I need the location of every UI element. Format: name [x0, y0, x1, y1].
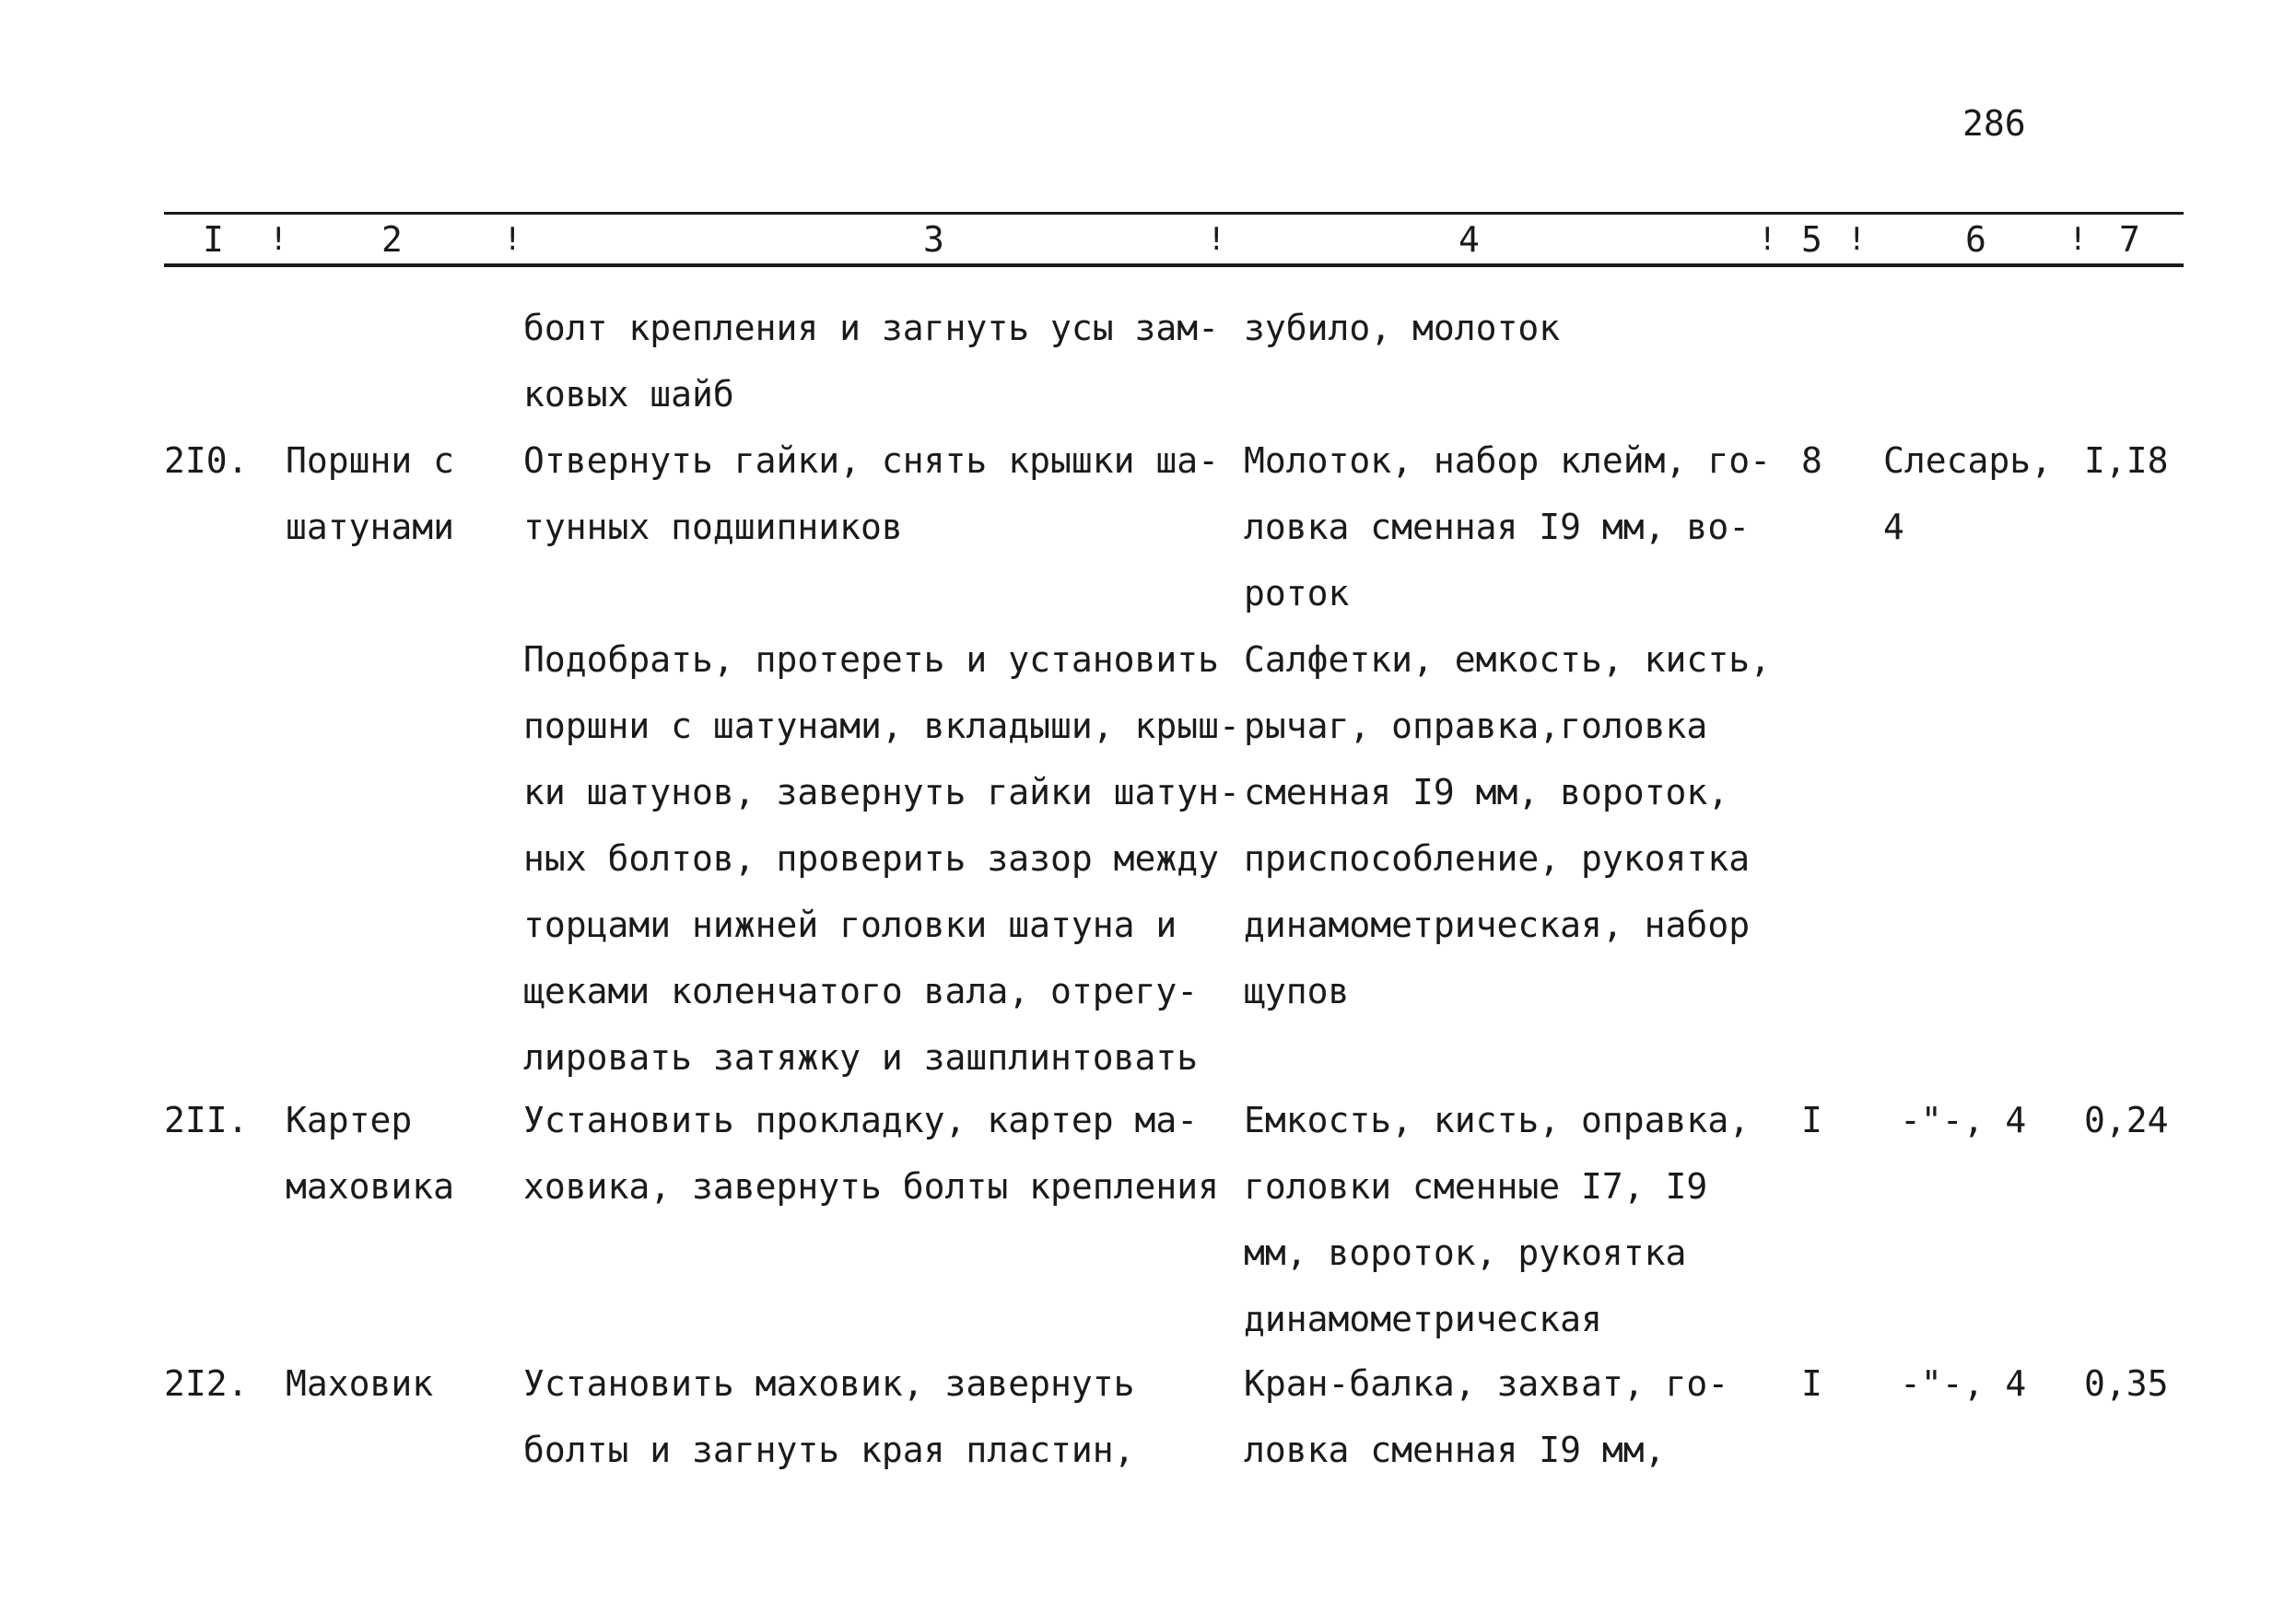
column-header-2: 2: [381, 219, 403, 260]
time-cell: I,I8: [2084, 440, 2169, 481]
time-cell: 0,35: [2084, 1363, 2169, 1404]
tools-cell: Кран-балка, захват, го- ловка сменная I9 мм,: [1244, 1363, 1729, 1470]
worker-cell: Слесарь, 4: [1883, 440, 2053, 547]
operation-cell: Установить маховик, завернуть болты и загнуть края пластин,: [523, 1363, 1135, 1470]
time-cell: 0,24: [2084, 1100, 2169, 1140]
operation-cell: Установить прокладку, картер ма- ховика, завернуть болты крепления: [523, 1100, 1219, 1207]
operation-cell: болт крепления и загнуть усы зам- ковых шайб: [523, 308, 1219, 415]
part-name-cell: Маховик: [286, 1363, 434, 1404]
column-separator: !: [503, 221, 522, 258]
column-separator: !: [269, 221, 288, 258]
column-header-3: 3: [923, 219, 944, 260]
worker-cell: -"-, 4: [1900, 1363, 2027, 1404]
page-number: 286: [1962, 103, 2026, 144]
column-separator: !: [1207, 221, 1226, 258]
part-name-cell: Поршни с шатунами: [286, 440, 455, 547]
column-header-6: 6: [1965, 219, 1986, 260]
tools-cell: Молоток, набор клейм, го- ловка сменная I9 мм, во- роток: [1244, 440, 1771, 613]
column-separator: !: [1847, 221, 1867, 258]
column-header-7: 7: [2119, 219, 2140, 260]
count-cell: 8: [1801, 440, 1822, 481]
column-separator: !: [1758, 221, 1777, 258]
row-number: 2I0.: [164, 440, 249, 481]
row-number: 2I2.: [164, 1363, 249, 1404]
header-rule-bottom: [164, 263, 2184, 267]
worker-cell: -"-, 4: [1900, 1100, 2027, 1140]
part-name-cell: Картер маховика: [286, 1100, 455, 1207]
column-header-4: 4: [1458, 219, 1480, 260]
operation-cell: Отвернуть гайки, снять крышки ша- тунных подшипников: [523, 440, 1219, 547]
row-number: 2II.: [164, 1100, 249, 1140]
count-cell: I: [1801, 1363, 1822, 1404]
header-rule-top: [164, 212, 2184, 215]
column-separator: !: [2068, 221, 2088, 258]
operation-cell: Подобрать, протереть и установить поршни с шатунами, вкладыши, крыш- ки шатунов, завернуть гайки шатун- ных болтов, проверить зазор между торцами нижней головки шатуна и щеками коленчатого вала, отрегу- лировать затяжку и зашплинтовать: [523, 639, 1240, 1078]
tools-cell: зубило, молоток: [1244, 308, 1561, 348]
tools-cell: Салфетки, емкость, кисть, рычаг, оправка,головка сменная I9 мм, вороток, приспособление, рукоятка динамометрическая, набор щупов: [1244, 639, 1771, 1011]
column-header-5: 5: [1801, 219, 1822, 260]
tools-cell: Емкость, кисть, оправка, головки сменные I7, I9 мм, вороток, рукоятка динамометрическая: [1244, 1100, 1751, 1339]
column-header-1: I: [203, 219, 224, 260]
count-cell: I: [1801, 1100, 1822, 1140]
